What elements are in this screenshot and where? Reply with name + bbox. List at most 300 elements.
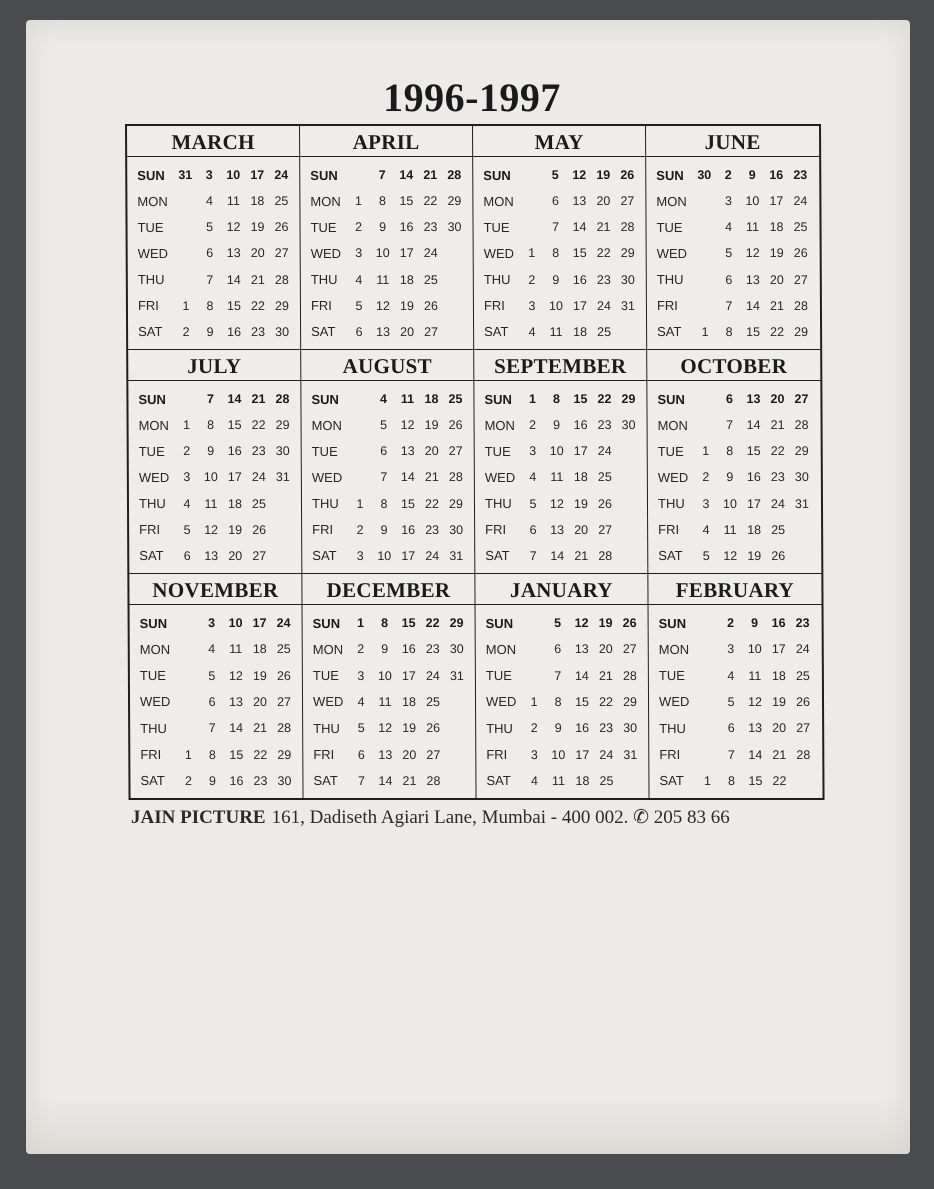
date-cell: 17 [401, 668, 416, 683]
date-cell: 6 [380, 444, 388, 459]
date-cell: 30 [449, 522, 464, 537]
weekday-label: SUN [139, 615, 168, 631]
date-cell: 9 [751, 616, 759, 631]
date-cell: 28 [275, 392, 290, 407]
date-cell: 7 [726, 418, 734, 433]
date-cell: 27 [598, 522, 613, 537]
weekday-label: TUE [656, 219, 683, 235]
date-cell: 17 [769, 194, 784, 209]
date-cell: 20 [253, 694, 268, 709]
date-cell: 16 [769, 168, 784, 183]
weekday-label: SUN [310, 167, 338, 183]
date-cell: 6 [357, 747, 365, 762]
date-cell: 22 [772, 773, 787, 788]
weekday-row-mon [130, 636, 302, 662]
weekday-row-tue [303, 663, 475, 689]
month-name: DECEMBER [302, 574, 474, 605]
date-cell: 11 [229, 642, 243, 657]
date-cell: 21 [596, 220, 611, 235]
date-cell: 1 [357, 616, 365, 631]
date-cell: 19 [424, 418, 439, 433]
month-name: OCTOBER [647, 350, 820, 381]
weekday-label: TUE [310, 219, 337, 235]
date-cell: 25 [597, 470, 612, 485]
weekday-row-tue [649, 663, 822, 689]
date-cell: 13 [574, 642, 589, 657]
weekday-row-tue [302, 438, 474, 464]
date-cell: 21 [769, 298, 784, 313]
date-cell: 10 [747, 642, 762, 657]
weekday-row-wed [303, 689, 475, 715]
weekday-label: WED [485, 694, 517, 710]
weekday-row-wed [475, 464, 647, 490]
date-cell: 18 [227, 496, 242, 511]
date-cell: 2 [724, 168, 732, 183]
date-cell: 15 [748, 773, 763, 788]
date-cell: 10 [551, 747, 566, 762]
weekday-row-mon [129, 412, 301, 438]
weekday-row-sun [303, 610, 475, 636]
date-cell: 14 [746, 418, 761, 433]
weekday-label: MON [483, 193, 514, 209]
date-cell: 23 [251, 324, 266, 339]
date-cell: 10 [548, 298, 563, 313]
date-cell: 12 [723, 548, 738, 563]
date-cell: 17 [573, 444, 588, 459]
date-cell: 17 [401, 548, 416, 563]
date-cell: 21 [251, 392, 266, 407]
date-cell: 14 [400, 470, 415, 485]
weekday-row-thu [128, 267, 300, 293]
date-cell: 25 [771, 522, 786, 537]
weekday-row-mon [649, 636, 822, 662]
weekday-label: FRI [485, 522, 507, 538]
weekday-row-tue [476, 663, 648, 689]
weekday-label: MON [311, 417, 342, 433]
weekday-row-mon [127, 188, 299, 214]
date-cell: 17 [227, 470, 242, 485]
date-cell: 6 [725, 272, 733, 287]
date-cell: 25 [597, 324, 612, 339]
month-days [301, 381, 474, 573]
date-cell: 21 [424, 470, 439, 485]
date-cell: 27 [448, 444, 463, 459]
date-cell: 5 [727, 694, 735, 709]
date-cell: 2 [357, 642, 365, 657]
date-cell: 12 [549, 496, 564, 511]
date-cell: 7 [208, 721, 216, 736]
date-cell: 18 [399, 272, 414, 287]
date-cell: 2 [184, 773, 192, 788]
date-cell: 5 [206, 220, 214, 235]
date-cell: 12 [400, 418, 415, 433]
date-cell: 3 [727, 642, 735, 657]
date-cell: 24 [770, 496, 785, 511]
weekday-row-mon [303, 636, 475, 662]
weekday-label: SAT [312, 548, 337, 564]
date-cell: 9 [748, 168, 756, 183]
date-cell: 8 [206, 298, 214, 313]
month-name: APRIL [300, 126, 472, 157]
date-cell: 1 [183, 418, 191, 433]
month-block-may [473, 126, 647, 350]
weekday-label: SAT [138, 324, 163, 340]
card-shading [26, 1094, 910, 1154]
month-days [646, 157, 820, 349]
date-cell: 18 [769, 220, 784, 235]
date-cell: 20 [596, 194, 611, 209]
date-cell: 19 [402, 721, 417, 736]
weekday-row-sat [475, 543, 647, 569]
date-cell: 26 [252, 522, 267, 537]
weekday-label: SAT [657, 324, 682, 340]
date-cell: 16 [227, 444, 242, 459]
date-cell: 20 [402, 747, 417, 762]
date-cell: 8 [552, 392, 560, 407]
date-cell: 22 [424, 496, 439, 511]
date-cell: 17 [572, 298, 587, 313]
date-cell: 16 [575, 721, 590, 736]
date-cell: 18 [402, 694, 417, 709]
date-cell: 2 [727, 616, 735, 631]
date-cell: 5 [702, 548, 710, 563]
date-cell: 16 [399, 220, 414, 235]
date-cell: 27 [796, 721, 811, 736]
weekday-label: SAT [484, 324, 509, 340]
weekday-row-fri [647, 293, 820, 319]
date-cell: 15 [400, 496, 415, 511]
weekday-label: FRI [486, 747, 508, 763]
date-cell: 5 [183, 522, 191, 537]
date-cell: 27 [252, 548, 267, 563]
weekday-label: SAT [140, 773, 165, 789]
date-cell: 7 [357, 773, 365, 788]
date-cell: 13 [572, 194, 587, 209]
month-days [128, 381, 301, 573]
date-cell: 23 [793, 168, 808, 183]
weekday-row-fri [476, 742, 648, 768]
date-cell: 16 [401, 642, 416, 657]
weekday-row-mon [300, 188, 472, 214]
date-cell: 8 [380, 496, 388, 511]
date-cell: 4 [355, 272, 363, 287]
weekday-row-sun [300, 162, 472, 188]
date-cell: 31 [178, 168, 193, 183]
date-cell: 24 [251, 470, 266, 485]
date-cell: 24 [596, 298, 611, 313]
weekday-label: THU [310, 272, 338, 288]
weekday-label: SUN [312, 615, 341, 631]
weekday-label: WED [310, 245, 342, 261]
weekday-label: WED [311, 469, 343, 485]
weekday-label: SUN [137, 167, 165, 183]
weekday-label: SAT [486, 773, 511, 789]
date-cell: 4 [208, 642, 216, 657]
weekday-row-sat [476, 768, 648, 794]
weekday-row-sun [473, 162, 645, 188]
date-cell: 28 [794, 418, 809, 433]
date-cell: 13 [748, 721, 763, 736]
weekday-label: MON [139, 641, 171, 657]
date-cell: 19 [573, 496, 588, 511]
date-cell: 3 [205, 168, 213, 183]
date-cell: 29 [621, 392, 636, 407]
month-days [303, 605, 476, 798]
date-cell: 26 [793, 246, 808, 261]
date-cell: 30 [697, 168, 712, 183]
date-cell: 29 [794, 444, 809, 459]
date-cell: 2 [355, 220, 363, 235]
date-cell: 5 [725, 246, 733, 261]
date-cell: 15 [572, 246, 587, 261]
weekday-row-tue [646, 214, 819, 240]
date-cell: 7 [727, 747, 735, 762]
weekday-label: TUE [138, 443, 165, 459]
date-cell: 14 [748, 747, 763, 762]
weekday-label: WED [139, 694, 171, 710]
weekday-row-wed [648, 464, 821, 490]
weekday-label: THU [140, 720, 167, 736]
date-cell: 10 [549, 444, 564, 459]
weekday-label: MON [658, 641, 690, 657]
date-cell: 16 [771, 616, 786, 631]
date-cell: 27 [424, 324, 439, 339]
date-cell: 1 [703, 773, 711, 788]
date-cell: 15 [226, 298, 241, 313]
date-cell: 27 [274, 246, 289, 261]
date-cell: 4 [530, 773, 538, 788]
date-cell: 18 [252, 642, 267, 657]
date-cell: 18 [771, 668, 786, 683]
date-cell: 3 [528, 298, 536, 313]
weekday-row-tue [648, 438, 821, 464]
date-cell: 8 [208, 747, 216, 762]
date-cell: 21 [402, 773, 417, 788]
publisher-address: 161, Dadiseth Agiari Lane, Mumbai - 400 002. ✆ 205 83 66 [271, 807, 730, 828]
date-cell: 17 [746, 496, 761, 511]
date-cell: 26 [423, 298, 438, 313]
date-cell: 1 [528, 246, 536, 261]
date-cell: 29 [620, 246, 635, 261]
date-cell: 24 [423, 246, 438, 261]
date-cell: 4 [727, 668, 735, 683]
date-cell: 11 [204, 496, 218, 511]
month-name: SEPTEMBER [474, 350, 646, 381]
weekday-row-tue [300, 214, 472, 240]
date-cell: 5 [529, 496, 537, 511]
date-cell: 19 [772, 694, 787, 709]
weekday-label: SUN [485, 615, 514, 631]
weekday-label: MON [137, 193, 168, 209]
date-cell: 15 [746, 444, 761, 459]
date-cell: 28 [448, 470, 463, 485]
weekday-row-wed [128, 240, 300, 266]
weekday-row-sat [649, 768, 822, 794]
date-cell: 1 [354, 194, 362, 209]
date-cell: 30 [621, 418, 636, 433]
weekday-label: SUN [483, 167, 511, 183]
weekday-label: THU [657, 496, 685, 512]
calendar-year-title: 1996-1997 [383, 75, 561, 120]
weekday-row-thu [475, 491, 647, 517]
date-cell: 13 [550, 522, 565, 537]
weekday-row-sat [648, 543, 821, 569]
date-cell: 29 [448, 496, 463, 511]
weekday-row-sun [128, 386, 300, 412]
date-cell: 1 [184, 747, 192, 762]
date-cell: 27 [620, 194, 635, 209]
date-cell: 15 [229, 747, 244, 762]
weekday-row-wed [647, 240, 820, 266]
month-block-august [301, 350, 475, 574]
weekday-label: SUN [311, 391, 339, 407]
weekday-label: SAT [659, 773, 684, 789]
date-cell: 9 [381, 642, 389, 657]
weekday-label: SAT [485, 548, 510, 564]
weekday-label: TUE [137, 219, 164, 235]
date-cell: 28 [447, 168, 462, 183]
date-cell: 1 [182, 298, 190, 313]
date-cell: 28 [426, 773, 441, 788]
date-cell: 22 [596, 246, 611, 261]
weekday-row-fri [129, 517, 301, 543]
weekday-row-thu [303, 715, 475, 741]
date-cell: 1 [356, 496, 364, 511]
weekday-row-thu [474, 267, 646, 293]
date-cell: 2 [530, 721, 538, 736]
date-cell: 8 [207, 418, 215, 433]
weekday-row-mon [475, 412, 647, 438]
date-cell: 21 [772, 747, 787, 762]
weekday-label: FRI [312, 522, 334, 538]
weekday-row-thu [647, 267, 820, 293]
date-cell: 7 [380, 470, 388, 485]
date-cell: 13 [746, 392, 761, 407]
weekday-row-thu [649, 715, 822, 741]
date-cell: 21 [770, 418, 785, 433]
date-cell: 3 [529, 444, 537, 459]
date-cell: 8 [552, 246, 560, 261]
weekday-label: SAT [313, 773, 338, 789]
weekday-label: THU [484, 496, 512, 512]
date-cell: 21 [253, 721, 268, 736]
date-cell: 14 [574, 668, 589, 683]
date-cell: 24 [274, 168, 289, 183]
weekday-label: TUE [657, 443, 684, 459]
date-cell: 6 [529, 522, 537, 537]
date-cell: 25 [423, 272, 438, 287]
date-cell: 31 [275, 470, 290, 485]
date-cell: 22 [599, 694, 614, 709]
date-cell: 2 [356, 522, 364, 537]
date-cell: 3 [208, 616, 216, 631]
date-cell: 27 [277, 694, 292, 709]
weekday-row-sun [127, 162, 299, 188]
date-cell: 5 [554, 616, 562, 631]
date-cell: 8 [727, 773, 735, 788]
date-cell: 14 [378, 773, 393, 788]
date-cell: 30 [449, 642, 464, 657]
date-cell: 3 [724, 194, 732, 209]
date-cell: 9 [552, 272, 560, 287]
date-cell: 21 [574, 548, 589, 563]
weekday-label: WED [137, 245, 169, 261]
weekday-label: THU [138, 496, 166, 512]
date-cell: 29 [275, 418, 290, 433]
month-block-february [648, 574, 822, 798]
weekday-row-sat [302, 543, 474, 569]
date-cell: 25 [251, 496, 266, 511]
date-cell: 29 [274, 298, 289, 313]
date-cell: 26 [620, 168, 635, 183]
weekday-row-thu [130, 715, 302, 741]
month-name: AUGUST [301, 350, 473, 381]
date-cell: 29 [623, 694, 638, 709]
date-cell: 11 [723, 522, 737, 537]
weekday-label: FRI [137, 298, 159, 314]
date-cell: 25 [426, 694, 441, 709]
weekday-row-tue [129, 438, 301, 464]
date-cell: 2 [182, 324, 190, 339]
date-cell: 27 [794, 392, 809, 407]
month-block-september [474, 350, 648, 574]
date-cell: 28 [598, 548, 613, 563]
date-cell: 11 [551, 773, 565, 788]
weekday-label: FRI [313, 747, 335, 763]
date-cell: 2 [183, 444, 191, 459]
month-name: JANUARY [475, 574, 647, 605]
date-cell: 22 [251, 418, 266, 433]
weekday-label: MON [485, 641, 517, 657]
date-cell: 17 [252, 616, 267, 631]
date-cell: 6 [206, 246, 214, 261]
date-cell: 29 [447, 194, 462, 209]
date-cell: 3 [183, 470, 191, 485]
date-cell: 27 [622, 642, 637, 657]
date-cell: 30 [794, 470, 809, 485]
date-cell: 25 [599, 773, 614, 788]
date-cell: 3 [357, 668, 365, 683]
weekday-row-wed [649, 689, 822, 715]
date-cell: 23 [425, 522, 440, 537]
date-cell: 3 [530, 747, 538, 762]
weekday-row-tue [475, 438, 647, 464]
weekday-label: TUE [483, 219, 510, 235]
weekday-label: TUE [484, 443, 511, 459]
date-cell: 29 [794, 324, 809, 339]
date-cell: 24 [276, 616, 291, 631]
date-cell: 23 [599, 721, 614, 736]
date-cell: 12 [226, 220, 241, 235]
date-cell: 21 [598, 668, 613, 683]
date-cell: 20 [574, 522, 589, 537]
date-cell: 12 [572, 168, 587, 183]
date-cell: 10 [722, 496, 737, 511]
weekday-row-tue [127, 214, 299, 240]
month-block-december [302, 574, 476, 798]
date-cell: 8 [381, 616, 389, 631]
weekday-label: FRI [310, 298, 332, 314]
date-cell: 24 [795, 642, 810, 657]
weekday-label: WED [138, 469, 170, 485]
date-cell: 22 [770, 324, 785, 339]
weekday-label: MON [138, 417, 169, 433]
date-cell: 8 [378, 194, 386, 209]
date-cell: 11 [400, 392, 415, 407]
date-cell: 13 [400, 444, 415, 459]
date-cell: 12 [228, 668, 243, 683]
month-days [476, 605, 649, 798]
